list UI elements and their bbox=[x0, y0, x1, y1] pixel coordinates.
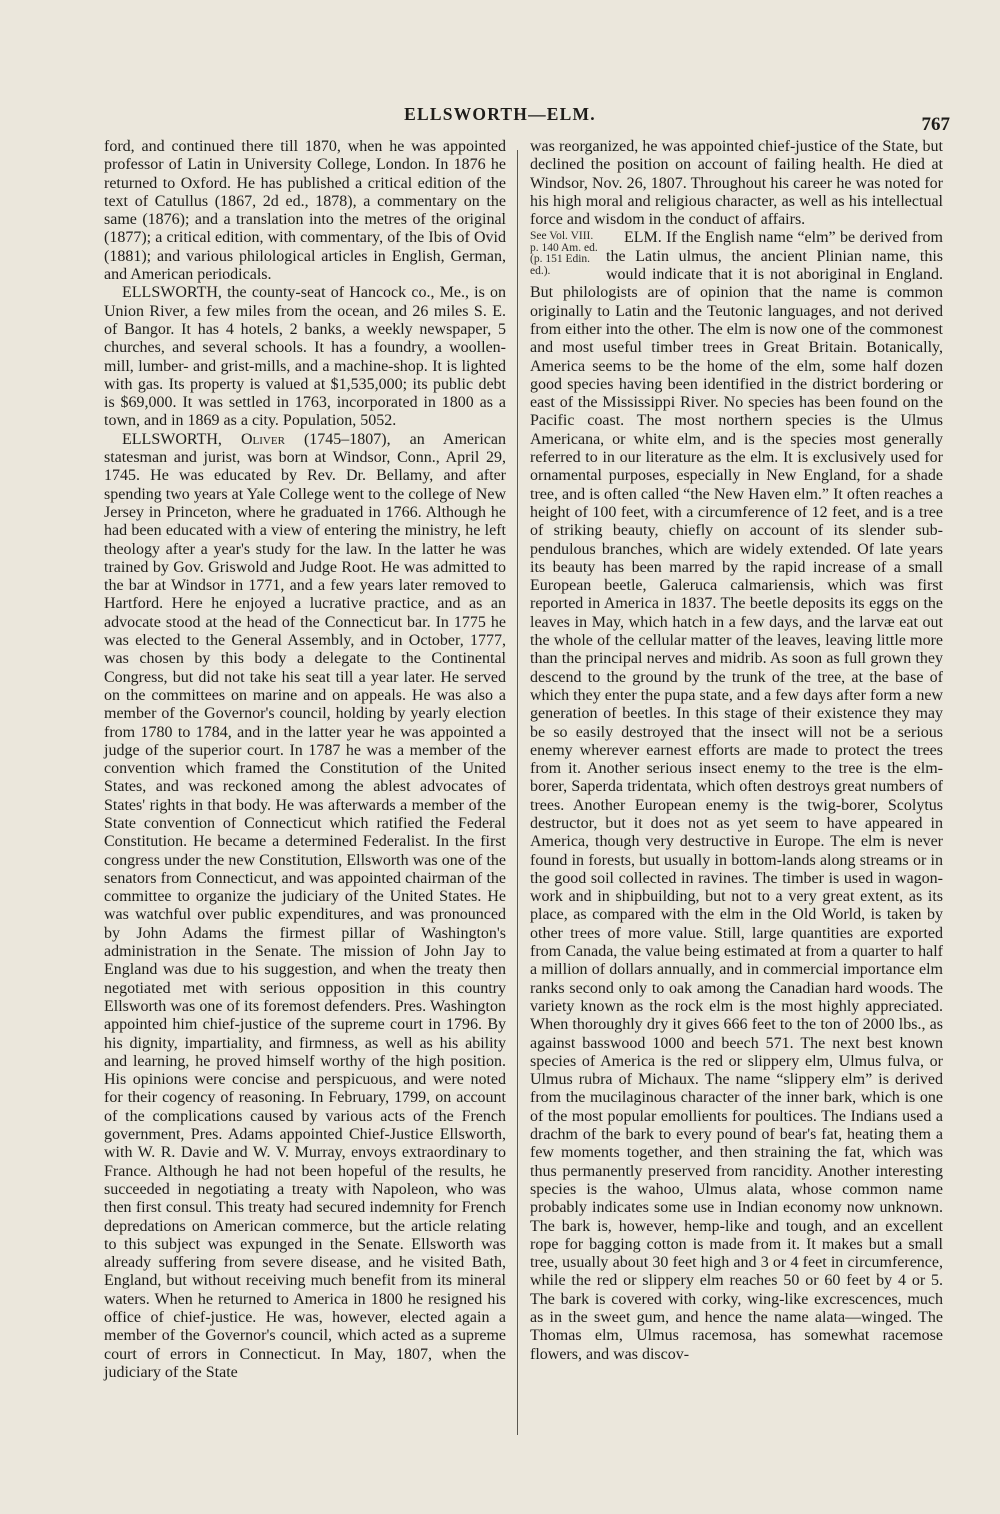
entry-body: (1745–1807), an American statesman and jurist, was born at Windsor, Conn., April 29, 1745. He was educated by Rev. Dr. Bellamy, and after spending two years at Yale College went to the college of New Jersey in Princeton, where he graduated in 1766. Although he had been educated with a view of entering the ministry, he left theology after a year's study for the law. In the latter he was trained by Gov. Griswold and Judge Root. He was admitted to the bar at Windsor in 1771, and a few years later removed to Hartford. Here he enjoyed a lucrative practice, and as an advocate stood at the head of the Connecticut bar. In 1775 he was elected to the General Assembly, and in October, 1777, was chosen by this body a delegate to the Continental Congress, but did not take his seat till a year later. He served on the committees on marine and on appeals. He was also a member of the Governor's council, holding by yearly election from 1780 to 1784, and in the latter year he was appointed a judge of the superior court. In 1787 he was a member of the convention which framed the Constitution of the United States, and was reckoned among the ablest advocates of States' rights in that body. He was afterwards a member of the State convention of Connecticut which ratified the Federal Constitution. He became a determined Federalist. In the first congress under the new Constitution, Ellsworth was one of the senators from Connecticut, and was appointed chairman of the committee to organize the judiciary of the United States. He was watchful over public expenditures, and was pronounced by John Adams the firmest pillar of Washington's administration in the Senate. The mission of John Jay to England was due to his suggestion, and when the treaty then negotiated met with serious opposition in this country Ellsworth was one of its foremost defenders. Pres. Washington appointed him chief-justice of the supreme court in 1796. By his dignity, impartiality, and firmness, as well as his ability and learning, he proved himself worthy of the high position. His opinions were concise and perspicuous, and were noted for their cogency of reasoning. In February, 1799, on account of the complications caused by various acts of the French government, Pres. Adams appointed Chief-Justice Ellsworth, with W. R. Davie and W. V. Murray, envoys extraordinary to France. Although he had not been hopeful of the results, he succeeded in negotiating a treaty with Napoleon, who was then first consul. This treaty had secured indemnity for French depredations on American commerce, but the article relating to this subject was expunged in the Senate. Ellsworth was already suffering from severe disease, and he visited Bath, England, but without receiving much benefit from its mineral waters. When he returned to America in 1800 he resigned his office of chief-justice. He was, however, elected again a member of the Governor's council, which acted as a supreme court of errors in Connecticut. In May, 1807, when the judiciary of the State bbox=[104, 430, 506, 1381]
right-column bbox=[530, 138, 943, 1364]
paragraph-ellsworth-city: ELLSWORTH, the county-seat of Hancock co., Me., is on Union River, a few miles from the ocean, and 26 miles S. E. of Bangor. It has 4 hotels, 2 banks, a weekly newspaper, 5 churches, and several schools. It has a foundry, a woollen-mill, lumber- and grist-mills, and a machine-shop. It is lighted with gas. Its property is valued at $1,535,000; its public debt is $69,000. It was settled in 1763, incorporated in 1800 as a town, and in 1869 as a city. Population, 5052. bbox=[104, 284, 506, 430]
entry-given-name: Oliver bbox=[240, 430, 285, 448]
elm-entry bbox=[530, 229, 943, 1363]
paragraph-ellsworth-oliver bbox=[104, 431, 506, 1382]
margin-reference-note: See Vol. VIII. p. 140 Am. ed. (p. 151 Edin. ed.). bbox=[530, 230, 598, 277]
left-column bbox=[104, 138, 506, 1382]
page-number: 767 bbox=[921, 114, 950, 135]
paragraph-ellis-continued: ford, and continued there till 1870, when he was appointed professor of Latin in University College, London. In 1876 he returned to Oxford. He has published a critical edition of the text of Catullus (1867, 2d ed., 1878), a commentary on the same (1876); and a translation into the metres of the original (1877); a critical edition, with commentary, of the Ibis of Ovid (1881); and various philological articles in English, German, and American periodicals. bbox=[104, 138, 506, 284]
paragraph-ellsworth-continued: was reorganized, he was appointed chief-justice of the State, but declined the position on account of failing health. He died at Windsor, Nov. 26, 1807. Throughout his career he was noted for his high moral and religious character, as well as his intellectual force and wisdom in the conduct of affairs. bbox=[530, 138, 943, 229]
column-divider bbox=[517, 150, 518, 1435]
entry-headword: ELLSWORTH, bbox=[122, 430, 241, 448]
paragraph-elm: ELM. If the English name “elm” be derived from the Latin ulmus, the ancient Plinian name, this would indicate that it is not aboriginal in England. But philologists are of opinion that the name is common originally to Latin and the Teutonic languages, and not derived from either into the other. The elm is now one of the commonest and most useful timber trees in Great Britain. Botanically, America seems to be the home of the elm, some half dozen good species having been identified in the district bordering or east of the Mississippi River. No species has been found on the Pacific coast. The most northern species is the Ulmus Americana, or white elm, and is the species most generally referred to in our literature as the elm. It is exclusively used for ornamental purposes, especially in New England, for a shade tree, and is often called “the New Haven elm.” It often reaches a height of 100 feet, with a circumference of 12 feet, and is a tree of striking beauty, chiefly on account of its slender sub-pendulous branches, which are widely extended. Of late years its beauty has been marred by the rapid increase of a small European beetle, Galeruca calmariensis, which was first reported in America in 1837. The beetle deposits its eggs on the leaves in May, which hatch in a few days, and the larvæ eat out the whole of the cellular matter of the leaves, leaving little more than the principal nerves and midrib. As soon as full grown they descend to the ground by the trunk of the tree, at the base of which they enter the pupa state, and a few days after form a new generation of beetles. In this stage of their existence they may be so easily destroyed that the insect will not be a serious enemy wherever earnest efforts are made to protect the trees from it. Another serious insect enemy to the tree is the elm-borer, Saperda tridentata, which often destroys great numbers of trees. Another European enemy is the twig-borer, Scolytus destructor, but it does not as yet seem to have appeared in America, though very destructive in Europe. The elm is never found in forests, but usually in bottom-lands along streams or in the good soil collected in ravines. The timber is used in wagon-work and in shipbuilding, but not to a very great extent, as its place, as compared with the elm in the Old World, is taken by other trees of more value. Still, large quantities are exported from Canada, the value being estimated at from a quarter to half a million of dollars annually, and in commercial importance elm ranks second only to oak among the Canadian hard woods. The variety known as the rock elm is the most highly appreciated. When thoroughly dry it gives 666 feet to the ton of 2000 lbs., as against basswood 1000 and beech 571. The next best known species of America is the red or slippery elm, Ulmus fulva, or Ulmus rubra of Michaux. The name “slippery elm” is derived from the mucilaginous character of the inner bark, which is one of the most popular emollients for poultices. The Indians used a drachm of the bark to every pound of bear's fat, heating them a few moments together, and then straining the fat, which was thus permanently preserved from rancidity. Another interesting species is the wahoo, Ulmus alata, whose common name probably indicates some use in Indian economy now unknown. The bark is, however, hemp-like and tough, and an excellent rope for bagging cotton is made from it. It makes but a small tree, usually about 30 feet high and 3 or 4 feet in circumference, while the red or slippery elm reaches 50 or 60 feet by 4 or 5. The bark is covered with corky, wing-like excrescences, much as in the sweet gum, and hence the name alata—winged. The Thomas elm, Ulmus racemosa, has somewhat racemose flowers, and was discov- bbox=[530, 229, 943, 1363]
running-head: ELLSWORTH—ELM. bbox=[404, 104, 596, 124]
